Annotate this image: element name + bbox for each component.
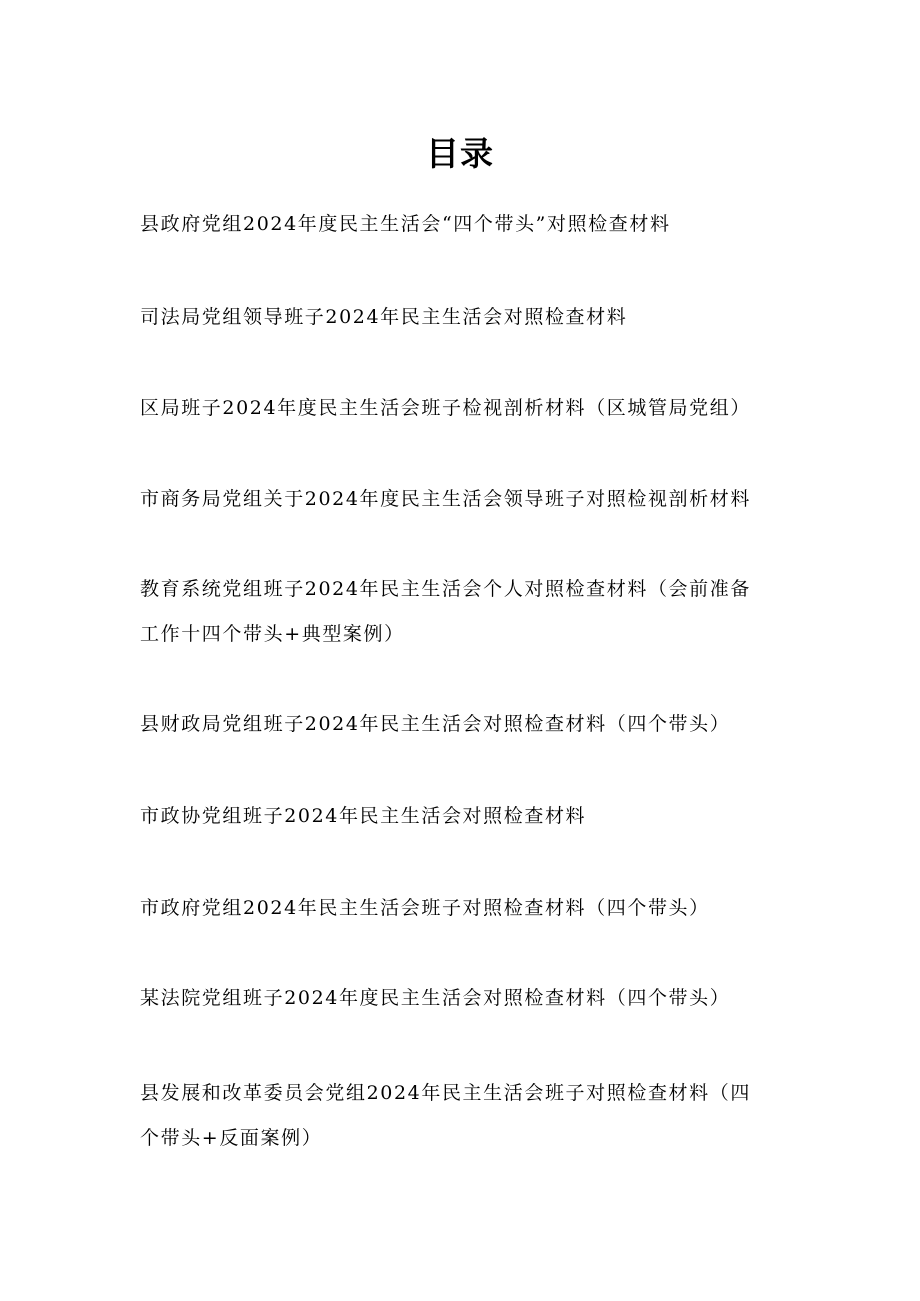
toc-entry[interactable]: 市商务局党组关于2024年度民主生活会领导班子对照检视剖析材料	[140, 488, 751, 510]
toc-entry[interactable]: 某法院党组班子2024年度民主生活会对照检查材料（四个带头）	[140, 987, 731, 1009]
toc-entry[interactable]: 市政协党组班子2024年民主生活会对照检查材料	[140, 805, 587, 827]
toc-entry[interactable]: 县发展和改革委员会党组2024年民主生活会班子对照检查材料（四个带头+反面案例）	[140, 1082, 751, 1149]
toc-title: 目录	[426, 134, 494, 173]
toc-entry[interactable]: 区局班子2024年度民主生活会班子检视剖析材料（区城管局党组）	[140, 397, 751, 419]
toc-entry[interactable]: 司法局党组领导班子2024年民主生活会对照检查材料	[140, 306, 628, 328]
toc-entry[interactable]: 县财政局党组班子2024年民主生活会对照检查材料（四个带头）	[140, 713, 731, 735]
toc-entry[interactable]: 县政府党组2024年度民主生活会“四个带头”对照检查材料	[140, 213, 671, 235]
toc-entry[interactable]: 教育系统党组班子2024年民主生活会个人对照检查材料（会前准备工作十四个带头+典型案例）	[140, 578, 751, 645]
toc-entry[interactable]: 市政府党组2024年民主生活会班子对照检查材料（四个带头）	[140, 897, 710, 919]
